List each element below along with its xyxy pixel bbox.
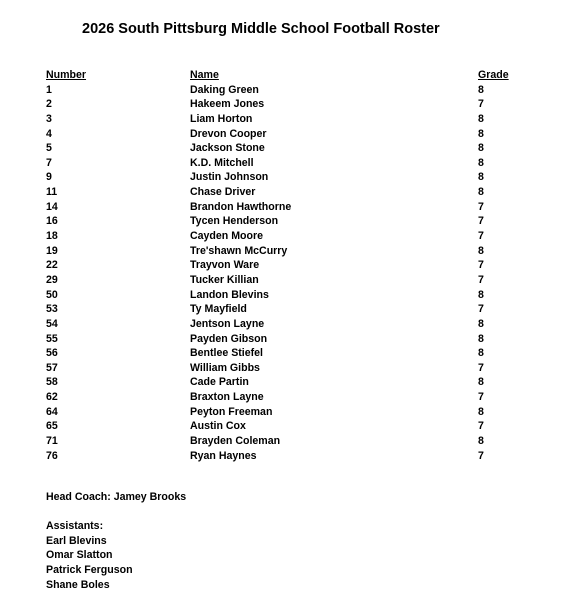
player-name: Payden Gibson bbox=[190, 332, 268, 345]
player-grade: 8 bbox=[478, 112, 484, 125]
player-number: 7 bbox=[46, 156, 52, 169]
table-row bbox=[46, 317, 526, 332]
table-row bbox=[46, 288, 526, 303]
player-name: Brayden Coleman bbox=[190, 435, 281, 448]
table-row bbox=[46, 141, 526, 156]
table-row bbox=[46, 214, 526, 229]
player-number: 22 bbox=[46, 259, 58, 272]
player-grade: 7 bbox=[478, 200, 484, 213]
table-row bbox=[46, 97, 526, 112]
player-grade: 7 bbox=[478, 361, 484, 374]
player-name: Brandon Hawthorne bbox=[190, 200, 292, 213]
player-grade: 8 bbox=[478, 127, 484, 140]
player-grade: 8 bbox=[478, 332, 484, 345]
player-number: 58 bbox=[46, 376, 58, 389]
player-grade: 7 bbox=[478, 259, 484, 272]
player-number: 76 bbox=[46, 449, 58, 462]
player-name: Drevon Cooper bbox=[190, 127, 267, 140]
table-row bbox=[46, 170, 526, 185]
player-number: 62 bbox=[46, 391, 58, 404]
table-row bbox=[46, 185, 526, 200]
table-row bbox=[46, 229, 526, 244]
player-grade: 8 bbox=[478, 317, 484, 330]
player-name: Tucker Killian bbox=[190, 273, 259, 286]
grade-column-header: Grade bbox=[478, 69, 509, 81]
player-grade: 7 bbox=[478, 391, 484, 404]
player-grade: 8 bbox=[478, 156, 484, 169]
player-number: 16 bbox=[46, 215, 58, 228]
player-grade: 8 bbox=[478, 435, 484, 448]
table-row bbox=[46, 346, 526, 361]
player-grade: 7 bbox=[478, 273, 484, 286]
player-number: 53 bbox=[46, 303, 58, 316]
table-row bbox=[46, 112, 526, 127]
table-row bbox=[46, 302, 526, 317]
player-name: Trayvon Ware bbox=[190, 259, 260, 272]
assistants-list bbox=[46, 519, 133, 592]
page-title: 2026 South Pittsburg Middle School Football Roster bbox=[82, 21, 440, 37]
player-grade: 7 bbox=[478, 420, 484, 433]
player-number: 54 bbox=[46, 317, 58, 330]
player-name: Tre'shawn McCurry bbox=[190, 244, 288, 257]
player-number: 9 bbox=[46, 171, 52, 184]
player-number: 2 bbox=[46, 98, 52, 111]
player-number: 11 bbox=[46, 186, 58, 199]
player-name: Austin Cox bbox=[190, 420, 246, 433]
roster-table bbox=[46, 68, 526, 463]
table-row bbox=[46, 375, 526, 390]
assistant-coach: Patrick Ferguson bbox=[46, 563, 133, 576]
player-grade: 8 bbox=[478, 186, 484, 199]
table-row bbox=[46, 244, 526, 259]
player-name: Daking Green bbox=[190, 83, 259, 96]
player-number: 14 bbox=[46, 200, 58, 213]
player-number: 50 bbox=[46, 288, 58, 301]
player-name: K.D. Mitchell bbox=[190, 156, 254, 169]
player-grade: 8 bbox=[478, 142, 484, 155]
player-number: 64 bbox=[46, 405, 58, 418]
table-row bbox=[46, 273, 526, 288]
player-name: Tycen Henderson bbox=[190, 215, 279, 228]
player-name: Cade Partin bbox=[190, 376, 249, 389]
player-number: 65 bbox=[46, 420, 58, 433]
table-row bbox=[46, 390, 526, 405]
player-number: 19 bbox=[46, 244, 58, 257]
player-name: Chase Driver bbox=[190, 186, 256, 199]
player-name: Landon Blevins bbox=[190, 288, 269, 301]
player-grade: 8 bbox=[478, 288, 484, 301]
assistant-coach: Omar Slatton bbox=[46, 549, 113, 562]
player-name: William Gibbs bbox=[190, 361, 260, 374]
player-grade: 7 bbox=[478, 449, 484, 462]
player-number: 55 bbox=[46, 332, 58, 345]
table-row bbox=[46, 127, 526, 142]
player-number: 56 bbox=[46, 347, 58, 360]
table-row bbox=[46, 434, 526, 449]
player-grade: 8 bbox=[478, 347, 484, 360]
player-number: 57 bbox=[46, 361, 58, 374]
player-number: 71 bbox=[46, 435, 58, 448]
player-grade: 7 bbox=[478, 230, 484, 243]
player-name: Braxton Layne bbox=[190, 391, 264, 404]
player-grade: 7 bbox=[478, 98, 484, 111]
player-number: 3 bbox=[46, 112, 52, 125]
player-grade: 8 bbox=[478, 244, 484, 257]
player-name: Ryan Haynes bbox=[190, 449, 257, 462]
player-grade: 7 bbox=[478, 303, 484, 316]
player-name: Bentlee Stiefel bbox=[190, 347, 264, 360]
player-number: 1 bbox=[46, 83, 52, 96]
player-name: Cayden Moore bbox=[190, 230, 263, 243]
table-row bbox=[46, 449, 526, 464]
player-grade: 8 bbox=[478, 405, 484, 418]
player-name: Ty Mayfield bbox=[190, 303, 247, 316]
roster-rows bbox=[46, 83, 526, 464]
roster-header-row bbox=[46, 68, 526, 83]
table-row bbox=[46, 200, 526, 215]
player-grade: 8 bbox=[478, 376, 484, 389]
player-grade: 8 bbox=[478, 83, 484, 96]
player-grade: 7 bbox=[478, 215, 484, 228]
player-name: Hakeem Jones bbox=[190, 98, 265, 111]
table-row bbox=[46, 258, 526, 273]
name-column-header: Name bbox=[190, 69, 219, 81]
assistants-heading: Assistants: bbox=[46, 520, 104, 532]
table-row bbox=[46, 156, 526, 171]
table-row bbox=[46, 332, 526, 347]
player-name: Justin Johnson bbox=[190, 171, 269, 184]
player-number: 4 bbox=[46, 127, 52, 140]
player-number: 5 bbox=[46, 142, 52, 155]
player-name: Peyton Freeman bbox=[190, 405, 273, 418]
assistant-coach: Shane Boles bbox=[46, 578, 110, 591]
head-coach: Head Coach: Jamey Brooks bbox=[46, 491, 187, 503]
number-column-header: Number bbox=[46, 69, 87, 81]
player-number: 29 bbox=[46, 273, 58, 286]
assistant-coach: Earl Blevins bbox=[46, 534, 107, 547]
table-row bbox=[46, 83, 526, 98]
player-name: Liam Horton bbox=[190, 112, 253, 125]
player-name: Jackson Stone bbox=[190, 142, 265, 155]
player-grade: 8 bbox=[478, 171, 484, 184]
table-row bbox=[46, 419, 526, 434]
player-name: Jentson Layne bbox=[190, 317, 265, 330]
player-number: 18 bbox=[46, 230, 58, 243]
table-row bbox=[46, 405, 526, 420]
table-row bbox=[46, 361, 526, 376]
